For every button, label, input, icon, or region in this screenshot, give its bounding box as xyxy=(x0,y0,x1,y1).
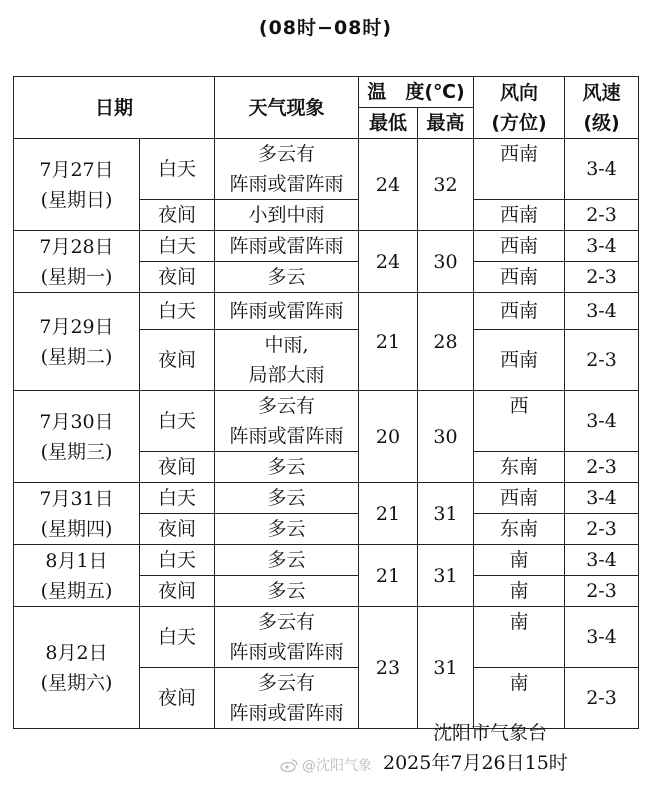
date-cell xyxy=(14,139,140,231)
date-cell xyxy=(14,483,140,545)
weather-night-line: 多云 xyxy=(267,518,306,540)
header-date: 日期 xyxy=(14,77,215,139)
wind-speed-day: 3-4 xyxy=(565,607,639,668)
date-label: 8月1日 xyxy=(45,549,108,572)
temp-min: 20 xyxy=(359,391,418,483)
page-title: (08时−08时) xyxy=(258,17,393,39)
temp-min: 24 xyxy=(359,139,418,231)
temp-max: 28 xyxy=(418,293,474,391)
weekday-label: (星期日) xyxy=(40,188,113,211)
temp-min: 21 xyxy=(359,545,418,607)
wind-speed-night: 2-3 xyxy=(565,262,639,293)
temp-min: 21 xyxy=(359,293,418,391)
wind-direction-night: 南 xyxy=(474,576,565,607)
period-day: 白天 xyxy=(140,139,215,200)
day-row xyxy=(14,545,639,576)
weather-night xyxy=(215,262,359,293)
weather-night xyxy=(215,330,359,391)
period-day: 白天 xyxy=(140,483,215,514)
day-row xyxy=(14,231,639,262)
issuing-office: 沈阳市气象台 xyxy=(433,722,548,744)
weekday-label: (星期一) xyxy=(40,265,113,288)
wind-speed-night: 2-3 xyxy=(565,514,639,545)
weather-night-line: 局部大雨 xyxy=(248,364,325,386)
wind-speed-night: 2-3 xyxy=(565,200,639,231)
weather-day-line: 阵雨或雷阵雨 xyxy=(229,641,344,663)
weibo-icon xyxy=(280,758,298,772)
date-cell xyxy=(14,545,140,607)
weather-night xyxy=(215,452,359,483)
weather-day-line: 阵雨或雷阵雨 xyxy=(229,173,344,195)
wind-direction-night: 西南 xyxy=(474,330,565,391)
temp-max: 32 xyxy=(418,139,474,231)
period-day: 白天 xyxy=(140,391,215,452)
weather-day xyxy=(215,607,359,668)
wind-direction-day: 西南 xyxy=(474,293,565,330)
temp-max: 31 xyxy=(418,483,474,545)
header-row xyxy=(14,77,639,108)
weather-day xyxy=(215,391,359,452)
wind-speed-day: 3-4 xyxy=(565,139,639,200)
header-temperature: 温 度(℃) xyxy=(359,77,474,108)
weather-night-line: 多云 xyxy=(267,580,306,602)
wind-direction-night: 东南 xyxy=(474,514,565,545)
period-night: 夜间 xyxy=(140,330,215,391)
wind-direction-day: 西南 xyxy=(474,483,565,514)
header-wind-direction xyxy=(474,77,565,139)
day-row xyxy=(14,391,639,452)
wind-direction-night: 南 xyxy=(474,668,565,729)
weather-day xyxy=(215,139,359,200)
weather-day-line: 多云有 xyxy=(258,611,316,633)
wind-speed-day: 3-4 xyxy=(565,231,639,262)
wind-speed-night: 2-3 xyxy=(565,576,639,607)
temp-max: 30 xyxy=(418,391,474,483)
weather-night-line: 小到中雨 xyxy=(248,204,325,226)
forecast-days xyxy=(14,139,639,729)
weather-night-line: 多云 xyxy=(267,456,306,478)
day-row xyxy=(14,483,639,514)
period-day: 白天 xyxy=(140,293,215,330)
header-wind-direction-unit: (方位) xyxy=(491,111,547,134)
header-temp-min: 最低 xyxy=(359,108,418,139)
issue-time: 2025年7月26日15时 xyxy=(383,752,568,774)
weekday-label: (星期六) xyxy=(40,671,113,694)
weather-day-line: 阵雨或雷阵雨 xyxy=(229,425,344,447)
wind-direction-night: 西南 xyxy=(474,262,565,293)
weather-night-line: 阵雨或雷阵雨 xyxy=(229,702,344,724)
date-label: 7月27日 xyxy=(39,158,114,181)
date-cell xyxy=(14,231,140,293)
wind-direction-day: 南 xyxy=(474,607,565,668)
weibo-watermark xyxy=(280,755,372,775)
header-weather: 天气现象 xyxy=(215,77,359,139)
weather-night-line: 多云有 xyxy=(258,672,316,694)
temp-min: 24 xyxy=(359,231,418,293)
header-wind-direction-label: 风向 xyxy=(500,81,539,104)
wind-direction-day: 西 xyxy=(474,391,565,452)
wind-direction-night: 西南 xyxy=(474,200,565,231)
date-label: 7月30日 xyxy=(39,410,114,433)
weather-day-line: 多云有 xyxy=(258,143,316,165)
weather-night xyxy=(215,576,359,607)
weekday-label: (星期二) xyxy=(40,345,113,368)
weather-day xyxy=(215,545,359,576)
period-day: 白天 xyxy=(140,231,215,262)
temp-max: 30 xyxy=(418,231,474,293)
watermark-text: @沈阳气象 xyxy=(302,758,372,774)
weekday-label: (星期四) xyxy=(40,517,113,540)
temp-max: 31 xyxy=(418,607,474,729)
header-wind-speed-label: 风速 xyxy=(582,81,621,104)
wind-direction-night: 东南 xyxy=(474,452,565,483)
day-row xyxy=(14,139,639,200)
period-night: 夜间 xyxy=(140,576,215,607)
weather-night xyxy=(215,514,359,545)
temp-min: 23 xyxy=(359,607,418,729)
weather-day-line: 阵雨或雷阵雨 xyxy=(229,235,344,257)
weather-night xyxy=(215,668,359,729)
period-night: 夜间 xyxy=(140,514,215,545)
weekday-label: (星期五) xyxy=(40,579,113,602)
weather-day-line: 多云 xyxy=(267,487,306,509)
wind-speed-night: 2-3 xyxy=(565,330,639,391)
weather-night-line: 多云 xyxy=(267,266,306,288)
weather-day xyxy=(215,483,359,514)
weather-day-line: 多云有 xyxy=(258,395,316,417)
period-night: 夜间 xyxy=(140,200,215,231)
wind-speed-day: 3-4 xyxy=(565,293,639,330)
date-cell xyxy=(14,607,140,729)
period-night: 夜间 xyxy=(140,452,215,483)
wind-speed-day: 3-4 xyxy=(565,391,639,452)
date-label: 7月31日 xyxy=(39,487,114,510)
weather-night-line: 中雨, xyxy=(264,334,309,356)
wind-speed-day: 3-4 xyxy=(565,545,639,576)
date-label: 7月29日 xyxy=(39,315,114,338)
header-temp-max: 最高 xyxy=(418,108,474,139)
weather-day-line: 多云 xyxy=(267,549,306,571)
weekday-label: (星期三) xyxy=(40,440,113,463)
period-night: 夜间 xyxy=(140,668,215,729)
wind-direction-day: 西南 xyxy=(474,231,565,262)
date-cell xyxy=(14,293,140,391)
weather-day xyxy=(215,293,359,330)
weather-day xyxy=(215,231,359,262)
date-label: 8月2日 xyxy=(45,641,108,664)
header-wind-speed-unit: (级) xyxy=(583,111,620,134)
day-row xyxy=(14,293,639,330)
date-cell xyxy=(14,391,140,483)
date-label: 7月28日 xyxy=(39,235,114,258)
day-row xyxy=(14,607,639,668)
header-wind-speed xyxy=(565,77,639,139)
weather-day-line: 阵雨或雷阵雨 xyxy=(229,300,344,322)
forecast-table xyxy=(13,76,639,729)
wind-speed-night: 2-3 xyxy=(565,452,639,483)
wind-direction-day: 西南 xyxy=(474,139,565,200)
wind-direction-day: 南 xyxy=(474,545,565,576)
temp-max: 31 xyxy=(418,545,474,607)
wind-speed-day: 3-4 xyxy=(565,483,639,514)
period-night: 夜间 xyxy=(140,262,215,293)
temp-min: 21 xyxy=(359,483,418,545)
period-day: 白天 xyxy=(140,545,215,576)
weather-night xyxy=(215,200,359,231)
wind-speed-night: 2-3 xyxy=(565,668,639,729)
period-day: 白天 xyxy=(140,607,215,668)
